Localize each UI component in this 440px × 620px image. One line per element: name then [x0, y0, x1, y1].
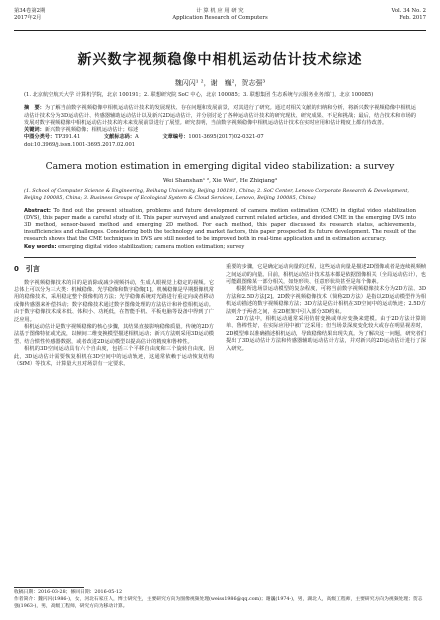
body-column-left: [14, 264, 214, 368]
keywords-zh-text: 新兴数字视频稳像；相机运动估计；综述: [44, 127, 139, 134]
classification-row: [24, 134, 416, 141]
doi: doi:10.3969/j.issn.1001-3695.2017.02.001: [24, 141, 136, 148]
doc-code-label: 文献标志码：: [103, 134, 136, 141]
clc-label: 中图分类号：: [24, 134, 56, 141]
footnote-rule: [14, 587, 84, 588]
title-en: Camera motion estimation in emerging digital video stabilization: a survey: [45, 160, 395, 172]
header-volume: 第34卷第2期 2017年2月: [14, 8, 46, 21]
paragraph: 相机的3D空间运动具有六个自由度，包括三个平移自由度和三个旋转自由度。因此，3D运动估计需要恢复相机在3D空间中的运动轨迹，这通常依赖于运动恢复结构（SfM）等技术，计算量大且对场景有一定要求。: [14, 346, 214, 368]
abstract-separator: [24, 257, 416, 258]
keywords-en-text: emerging digital video stabilization; camera motion estimation; survey: [58, 244, 245, 251]
footnote-dates: 收稿日期：2016-03-28；修回日期：2016-05-12: [14, 590, 123, 595]
article-no-value: 1001-3695(2017)02-0321-07: [188, 134, 264, 141]
paragraph: 数字视频稳像技术的目的是消除或减少视频抖动，生成人眼视觉上稳定的视频。它总体上可以分为三大类：机械稳像、光学稳像和数字稳像[1]。机械稳像是早期摄像机常用的稳像技术，采用稳定整个摄像机的方法；光学稳像系统对光路进行重定向或者移动成像传感器来补偿抖动；数字稳像技术通过数字图像处理的方法估计和补偿相机运动。由于数字稳像技术成本低、体积小、功耗低，在智能手机、平板电脑等设备中得到了广泛应用。: [14, 279, 214, 323]
article-no-label: 文章编号：: [162, 134, 189, 141]
abstract-zh: [24, 105, 416, 127]
header-rule: [14, 30, 426, 31]
header-volume-en: Vol. 34 No. 2 Feb. 2017: [391, 8, 426, 21]
title-zh: 新兴数字视频稳像中相机运动估计技术综述: [77, 52, 363, 68]
keywords-en-label: Key words:: [24, 244, 57, 251]
running-header: [14, 8, 426, 30]
body-column-right: [226, 264, 426, 368]
footnotes: [14, 583, 426, 610]
header-journal: 计 算 机 应 用 研 究 Application Research of Computers: [172, 8, 268, 21]
authors-en: Wei Shanshan¹ ², Xie Wei², He Zhiqiang³: [162, 177, 278, 184]
paragraph: 重要的步骤，它是确定运动向量的过程，这些运动向量是描述2D图像或者是连续视频帧之间运动的向量。目前，相机运动估计技术基本都是依据图像相关（全局运动估计），也可能跟图像某一部分相关，如矩形块、任意形状块甚至是每个像素。: [226, 264, 426, 285]
keywords-zh-label: 关键词：: [24, 127, 45, 134]
paper-page: [14, 8, 426, 612]
abstract-zh-text: 为了解当前数字视频稳像中相机运动估计技术的发展现状、存在问题和发展前景，对其进行了研究。通过对相关文献的归纳和分析，将新兴数字视频稳像中相机运动估计技术分为3D运动估计、传感器辅助运动估计以及新兴2D运动估计，并分别讨论了各种运动估计技术的研究现状、研究成果、不足和挑战；最后，结合技术和市场的发展对数字视频稳像中相机运动估计技术的未来发展前景进行了展望。研究表明，当前数字视频稳像中相机运动估计技术在实时应用和估计精度上都有待改善。: [24, 105, 416, 126]
doc-code-value: A: [135, 134, 139, 141]
affiliations-en: (1. School of Computer Science & Engineering, Beihang University, Beijing 100191, China; 2. SoC Center, Lenovo Corporate Research & Development, Beijing 100085, China; 3. Business Groups of Ecological System & Cloud Services, Lenovo, Beijing 100085, China): [24, 187, 409, 201]
keywords-en: [24, 244, 416, 251]
paragraph: 2D方法中，相机运动通常采用仿射变换或单应变换来建模。由于2D方法计算简单、鲁棒性好，在实际应用中被广泛采用；但当场景深度变化较大或存在明显视差时，2D模型难以准确描述相机运动，导致稳像结果出现失真。为了解决这一问题，研究者们提出了3D运动估计方法和传感器辅助运动估计方法，并对新兴的2D运动估计进行了深入研究。: [226, 315, 426, 352]
abstract-en: [24, 208, 416, 243]
abstract-zh-label: 摘 要：: [24, 105, 45, 112]
footnote-authors: 作者简介：魏闪闪(1986-)，女，河北石家庄人，博士研究生，主要研究方向为图像视频处理(weiss1986@qq.com)；谢巍(1974-)，男，湖北人，高级工程师，主要研究方向为视频处理；贺志强(1963-)，男，高级工程师，研究方向为移动计算。: [14, 596, 423, 609]
affiliations-zh: (1. 北京航空航天大学 计算机学院，北京 100191；2. 联想研究院 SoC 中心，北京 100085；3. 联想集团 生态系统与云服务业务部门，北京 100085): [24, 92, 374, 98]
abstract-en-text: To find out the present situation, problems and future development of camera motion estimation (CME) in digital video stabilization (DVS), this paper made a careful study of it. This paper surveyed and analyzed current related articles, and divided CME in the emerging DVS into 3D method, sensor-based method and emerging 2D method. For each method, this paper discussed its research status, achievements, insufficiencies and challenges. Considering both the technology and market factors, this paper prospected its future development. The result of the research shows that the CME techniques in DVS are still needed to be improved both in real-time application and in estimation accuracy.: [24, 207, 416, 242]
section-heading: 0 引言: [14, 265, 40, 274]
paragraph: 相机运动估计是数字视频稳像的核心步骤，其结果直接影响稳像质量。传统的2D方法基于图像特征或光流，以帧间二维变换模型描述相机运动；新兴方法则采用3D运动模型、结合惯性传感器数据，或者改进2D运动模型以提高估计的精度和鲁棒性。: [14, 323, 214, 345]
authors-zh: 魏闪闪¹ ²，谢 巍²，贺志强³: [174, 79, 266, 87]
abstract-en-label: Abstract:: [24, 207, 51, 214]
clc-value: TP391.41: [55, 134, 81, 141]
body-columns: [14, 264, 426, 368]
paragraph: 根据所选场景运动模型的复杂程度，可将当前数字视频稳像技术分为2D方法、3D方法和2.5D方法[2]。2D数字视频稳像技术（简称2D方法）是指以2D运动模型作为相机运动描述的数字视频稳像方法；3D方法是估计相机在3D空间中的运动轨迹；2.5D方法则介于两者之间，在2D框架中引入部分3D约束。: [226, 286, 426, 315]
